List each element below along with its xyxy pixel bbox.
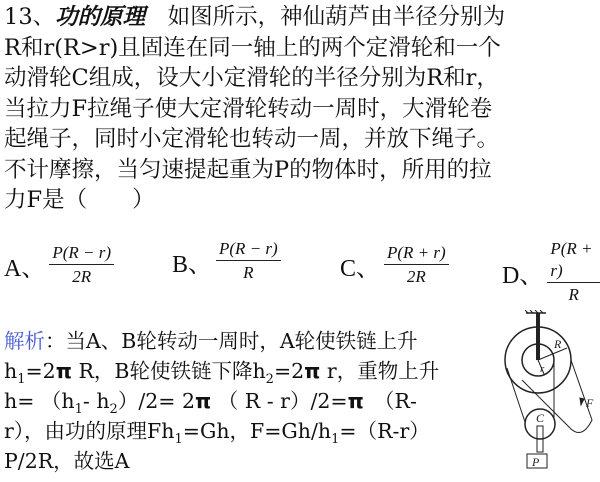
label-r: r	[540, 363, 545, 375]
ceiling-mount	[525, 310, 546, 313]
options	[4, 238, 600, 308]
pi-symbol: π	[347, 389, 364, 413]
analysis-line-3	[4, 386, 439, 416]
analysis-line-2	[4, 356, 439, 386]
denominator: R	[243, 263, 254, 282]
t: ）/2= 2	[117, 389, 196, 413]
radius-R	[538, 348, 567, 360]
label-F: F	[586, 396, 594, 410]
question-line-1	[4, 2, 596, 33]
label-P: P	[532, 455, 540, 469]
t: 2	[265, 372, 274, 387]
analysis-label: 解析	[4, 329, 45, 353]
question-text: 起绳子，同时小定滑轮也转动一周，并放下绳子。	[4, 126, 500, 152]
t: 1	[74, 402, 83, 417]
question-text: R和r(R>r)且固连在同一轴上的两个定滑轮和一个	[4, 34, 501, 61]
t: 1	[331, 432, 340, 447]
analysis-line-4	[4, 416, 439, 446]
analysis-text: P/2R，故选A	[4, 449, 130, 473]
t: r，重物上升	[320, 359, 440, 383]
question-text: 力F是（ ）	[4, 187, 155, 213]
numerator: P(R + r)	[384, 242, 449, 265]
option-label: A、	[4, 256, 46, 282]
fraction	[547, 238, 600, 307]
denominator: R	[568, 285, 579, 304]
t: =2	[273, 359, 305, 383]
t: =（R-r）	[339, 419, 430, 443]
t: 1	[174, 432, 183, 447]
option-c[interactable]	[340, 242, 449, 289]
pi-symbol: π	[55, 359, 72, 383]
analysis	[4, 326, 439, 476]
numerator: P(R − r)	[216, 238, 281, 261]
t: R，B轮使铁链下降h	[71, 359, 266, 383]
pi-symbol: π	[304, 359, 321, 383]
option-b[interactable]	[172, 238, 281, 285]
denominator: 2R	[406, 267, 426, 286]
t: h	[4, 359, 18, 383]
fraction	[216, 238, 281, 285]
option-label: D、	[502, 263, 544, 289]
t: 1	[17, 372, 26, 387]
label-R: R	[554, 337, 562, 351]
numerator: P(R − r)	[49, 242, 114, 265]
t: h= （h	[4, 389, 75, 413]
denominator: 2R	[72, 267, 92, 286]
t: =Gh，F=Gh/h	[182, 419, 332, 443]
question-title: 功的原理	[55, 4, 146, 30]
pi-symbol: π	[195, 389, 212, 413]
question-text: 当拉力F拉绳子使大定滑轮转动一周时，大滑轮卷	[4, 95, 493, 122]
question-number: 13、	[4, 4, 56, 30]
option-d[interactable]	[502, 238, 600, 307]
t: （ R - r）/2=	[211, 389, 348, 413]
t: 2	[109, 402, 118, 417]
t: =2	[25, 359, 56, 383]
t: - h	[82, 389, 110, 413]
question-text: 动滑轮C组成，设大小定滑轮的半径分别为R和r，	[4, 65, 499, 91]
fraction	[49, 242, 114, 289]
option-label: B、	[172, 252, 213, 278]
option-label: C、	[340, 256, 381, 282]
analysis-text: ：当A、B轮转动一周时，A轮使铁链上升	[45, 329, 418, 353]
label-C: C	[536, 411, 545, 425]
question	[4, 2, 596, 216]
question-text: 不计摩擦，当匀速提起重为P的物体时，所用的拉	[4, 156, 492, 183]
pulley-diagram	[470, 310, 600, 482]
t: （R-	[363, 389, 417, 413]
t: r），由功的原理Fh	[4, 419, 175, 443]
fraction	[384, 242, 449, 289]
force-arrow	[580, 398, 584, 405]
numerator: P(R + r)	[547, 238, 600, 283]
question-text: 如图所示，神仙葫芦由半径分别为	[167, 4, 506, 30]
option-a[interactable]	[4, 242, 114, 289]
